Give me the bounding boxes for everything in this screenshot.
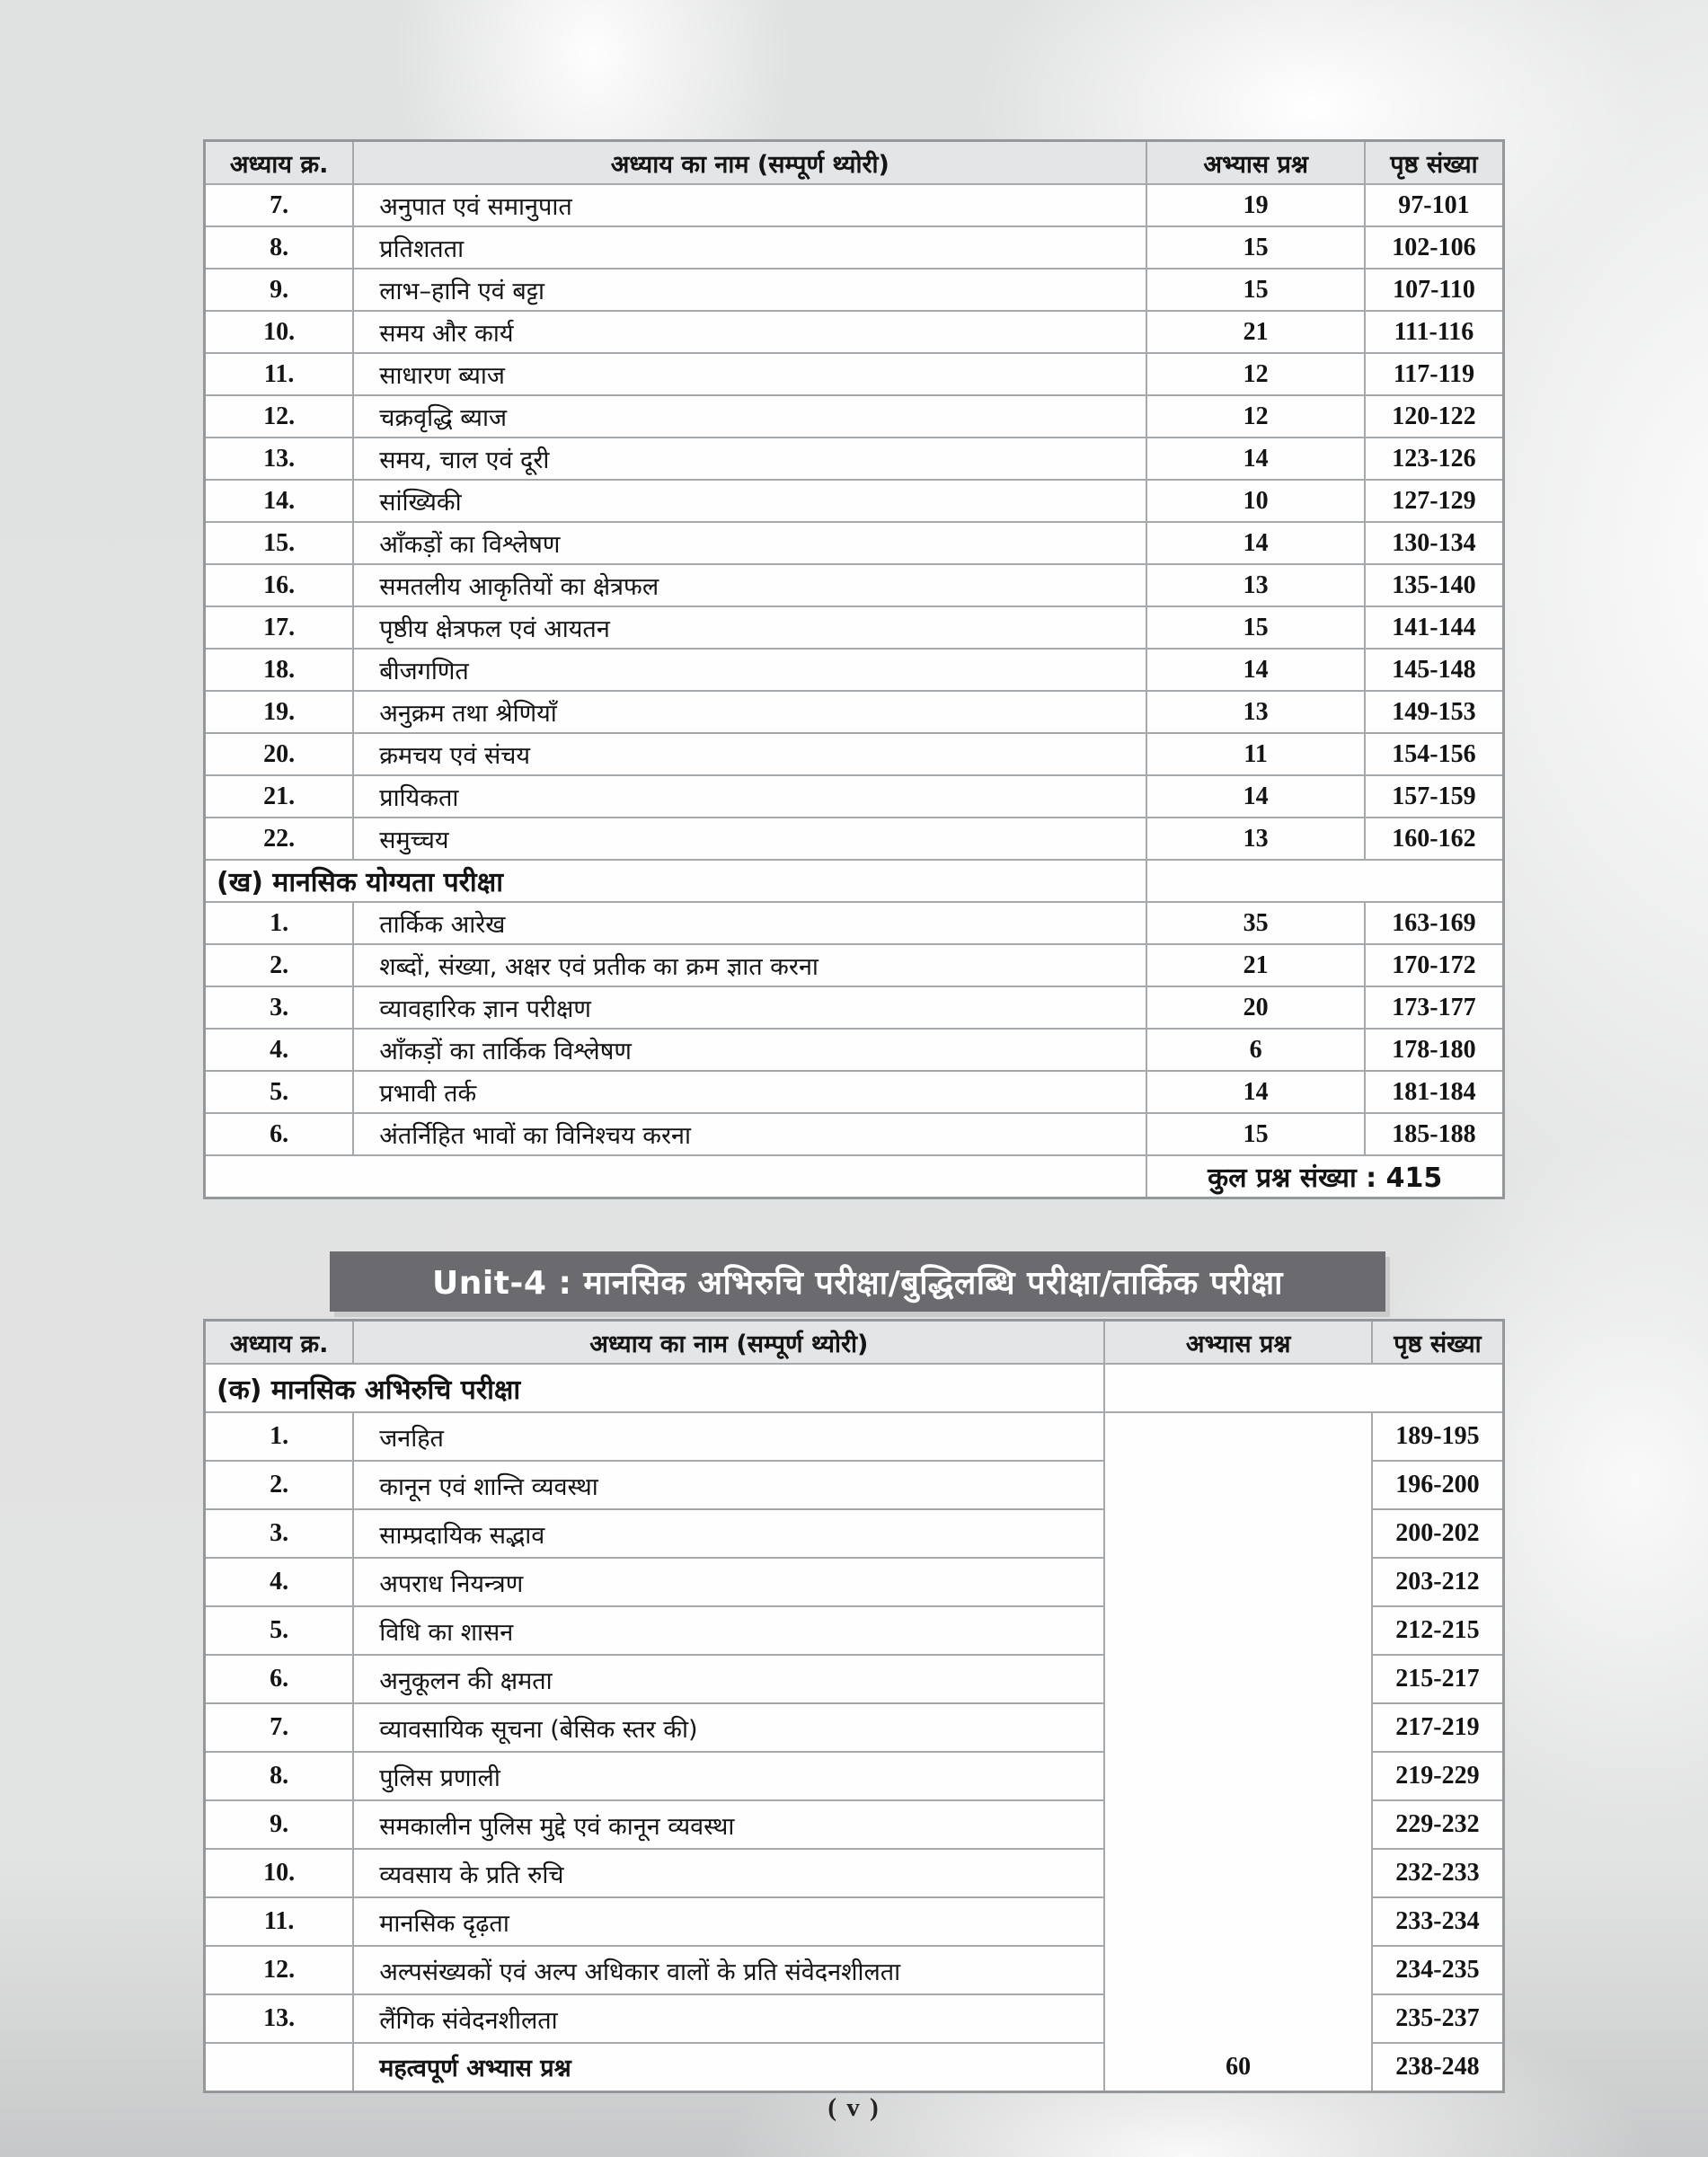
practice-questions-header: अभ्यास प्रश्न xyxy=(1104,1321,1371,1365)
practice-questions-cell: 15 xyxy=(1146,606,1364,649)
practice-questions-cell: 12 xyxy=(1146,353,1364,395)
chapter-no-cell: 6. xyxy=(205,1113,354,1155)
table-row xyxy=(205,986,1504,1029)
table-row xyxy=(205,691,1504,733)
table-row xyxy=(205,438,1504,480)
practice-questions-cell: 12 xyxy=(1146,395,1364,438)
page-numbers-cell: 232-233 xyxy=(1372,1849,1504,1897)
chapter-no-cell: 2. xyxy=(205,1461,354,1509)
page-numbers-cell: 123-126 xyxy=(1365,438,1504,480)
page-numbers-cell: 102-106 xyxy=(1365,226,1504,269)
table-row xyxy=(205,353,1504,395)
chapter-no-cell: 21. xyxy=(205,775,354,818)
chapter-name-cell: समतलीय आकृतियों का क्षेत्रफल xyxy=(353,564,1146,606)
chapter-name-cell: प्रायिकता xyxy=(353,775,1146,818)
chapter-name-cell: समुच्चय xyxy=(353,818,1146,860)
table-row xyxy=(205,564,1504,606)
chapter-no-cell: 14. xyxy=(205,480,354,522)
practice-questions-cell: 20 xyxy=(1146,986,1364,1029)
chapter-name-cell: प्रतिशतता xyxy=(353,226,1146,269)
section-header-row xyxy=(205,860,1504,902)
chapter-no-cell: 10. xyxy=(205,1849,354,1897)
chapter-name-cell: अपराध नियन्त्रण xyxy=(353,1558,1104,1606)
practice-questions-header: अभ्यास प्रश्न xyxy=(1146,141,1364,185)
chapter-name-cell: जनहित xyxy=(353,1412,1104,1461)
chapter-no-cell: 1. xyxy=(205,902,354,944)
chapter-no-cell: 11. xyxy=(205,1897,354,1946)
page-numbers-cell: 107-110 xyxy=(1365,269,1504,311)
practice-questions-cell: 15 xyxy=(1146,1113,1364,1155)
chapter-name-cell: आँकड़ों का विश्लेषण xyxy=(353,522,1146,564)
chapter-no-cell: 20. xyxy=(205,733,354,775)
section-title-cell: (ख) मानसिक योग्यता परीक्षा xyxy=(205,860,1147,902)
chapter-name-cell: अनुपात एवं समानुपात xyxy=(353,184,1146,226)
page-numbers-cell: 127-129 xyxy=(1365,480,1504,522)
page-numbers-cell: 178-180 xyxy=(1365,1029,1504,1071)
page-numbers-cell: 181-184 xyxy=(1365,1071,1504,1113)
chapter-no-cell: 4. xyxy=(205,1558,354,1606)
chapter-no-cell: 6. xyxy=(205,1655,354,1703)
chapter-name-cell: अनुकूलन की क्षमता xyxy=(353,1655,1104,1703)
chapter-name-cell: तार्किक आरेख xyxy=(353,902,1146,944)
page-numbers-cell: 212-215 xyxy=(1372,1606,1504,1655)
chapter-name-cell: व्यावहारिक ज्ञान परीक्षण xyxy=(353,986,1146,1029)
table-row xyxy=(205,184,1504,226)
practice-questions-cell: 14 xyxy=(1146,438,1364,480)
unit4-contents-table xyxy=(203,1319,1505,2093)
practice-questions-merged-cell: 60 xyxy=(1104,1412,1371,2091)
chapter-no-cell: 16. xyxy=(205,564,354,606)
page-numbers-cell: 170-172 xyxy=(1365,944,1504,986)
page-numbers-cell: 203-212 xyxy=(1372,1558,1504,1606)
table-row xyxy=(205,480,1504,522)
chapter-no-cell: 19. xyxy=(205,691,354,733)
chapter-no-cell: 7. xyxy=(205,184,354,226)
page-numbers-cell: 217-219 xyxy=(1372,1703,1504,1752)
table-row xyxy=(205,1113,1504,1155)
page-numbers-cell: 135-140 xyxy=(1365,564,1504,606)
chapter-name-cell: व्यावसायिक सूचना (बेसिक स्तर की) xyxy=(353,1703,1104,1752)
page-numbers-cell: 189-195 xyxy=(1372,1412,1504,1461)
chapter-no-cell: 2. xyxy=(205,944,354,986)
table-row xyxy=(205,606,1504,649)
practice-questions-cell: 15 xyxy=(1146,269,1364,311)
chapter-no-cell: 1. xyxy=(205,1412,354,1461)
unit4-banner-label: Unit-4 : मानसिक अभिरुचि परीक्षा/बुद्धिलब्धि परीक्षा/तार्किक परीक्षा xyxy=(432,1265,1283,1302)
practice-questions-cell: 6 xyxy=(1146,1029,1364,1071)
page-numbers-cell: 111-116 xyxy=(1365,311,1504,353)
page-numbers-cell: 97-101 xyxy=(1365,184,1504,226)
practice-questions-cell: 21 xyxy=(1146,944,1364,986)
page-numbers-cell: 196-200 xyxy=(1372,1461,1504,1509)
page-numbers-cell: 234-235 xyxy=(1372,1946,1504,1994)
chapter-name-cell: महत्वपूर्ण अभ्यास प्रश्न xyxy=(353,2043,1104,2091)
page-numbers-header: पृष्ठ संख्या xyxy=(1365,141,1504,185)
chapter-no-cell: 13. xyxy=(205,438,354,480)
chapter-name-cell: साधारण ब्याज xyxy=(353,353,1146,395)
total-blank-cell xyxy=(205,1155,1147,1198)
page-numbers-cell: 173-177 xyxy=(1365,986,1504,1029)
chapter-no-cell: 10. xyxy=(205,311,354,353)
page-numbers-cell: 233-234 xyxy=(1372,1897,1504,1946)
table-row xyxy=(205,395,1504,438)
page-numbers-cell: 200-202 xyxy=(1372,1509,1504,1558)
page-numbers-header: पृष्ठ संख्या xyxy=(1372,1321,1504,1365)
chapter-name-cell: पुलिस प्रणाली xyxy=(353,1752,1104,1800)
total-questions-cell: कुल प्रश्न संख्या : 415 xyxy=(1146,1155,1503,1198)
table-row xyxy=(205,649,1504,691)
section-blank-cell xyxy=(1146,860,1503,902)
chapter-name-cell: अनुक्रम तथा श्रेणियाँ xyxy=(353,691,1146,733)
page-numbers-cell: 238-248 xyxy=(1372,2043,1504,2091)
table-row xyxy=(205,733,1504,775)
practice-questions-cell: 35 xyxy=(1146,902,1364,944)
chapter-no-cell: 22. xyxy=(205,818,354,860)
practice-questions-cell: 13 xyxy=(1146,564,1364,606)
practice-questions-cell: 13 xyxy=(1146,818,1364,860)
table-row xyxy=(205,226,1504,269)
chapter-name-cell: कानून एवं शान्ति व्यवस्था xyxy=(353,1461,1104,1509)
practice-questions-cell: 21 xyxy=(1146,311,1364,353)
chapter-no-cell: 13. xyxy=(205,1994,354,2043)
table-row xyxy=(205,1029,1504,1071)
chapter-no-cell: 5. xyxy=(205,1606,354,1655)
page-numbers-cell: 185-188 xyxy=(1365,1113,1504,1155)
unit3-contents-table xyxy=(203,139,1505,1199)
table-row xyxy=(205,944,1504,986)
page-numbers-cell: 163-169 xyxy=(1365,902,1504,944)
chapter-name-cell: अल्पसंख्यकों एवं अल्प अधिकार वालों के प्रति संवेदनशीलता xyxy=(353,1946,1104,1994)
chapter-no-cell: 8. xyxy=(205,226,354,269)
chapter-name-header: अध्याय का नाम (सम्पूर्ण थ्योरी) xyxy=(353,141,1146,185)
page-number-footer: ( v ) xyxy=(827,2093,881,2122)
table-row xyxy=(205,1412,1504,1461)
table-row xyxy=(205,818,1504,860)
chapter-name-cell: सांख्यिकी xyxy=(353,480,1146,522)
chapter-name-cell: आँकड़ों का तार्किक विश्लेषण xyxy=(353,1029,1146,1071)
chapter-no-cell: 12. xyxy=(205,395,354,438)
chapter-no-cell: 9. xyxy=(205,1800,354,1849)
page-numbers-cell: 149-153 xyxy=(1365,691,1504,733)
practice-questions-cell: 11 xyxy=(1146,733,1364,775)
page-numbers-cell: 235-237 xyxy=(1372,1994,1504,2043)
table-row xyxy=(205,269,1504,311)
chapter-no-cell: 11. xyxy=(205,353,354,395)
page-numbers-cell: 120-122 xyxy=(1365,395,1504,438)
practice-questions-cell: 14 xyxy=(1146,775,1364,818)
practice-questions-cell: 14 xyxy=(1146,649,1364,691)
chapter-no-cell: 12. xyxy=(205,1946,354,1994)
section-title-cell: (क) मानसिक अभिरुचि परीक्षा xyxy=(205,1364,1105,1412)
chapter-no-cell: 17. xyxy=(205,606,354,649)
table-row xyxy=(205,522,1504,564)
chapter-no-cell xyxy=(205,2043,354,2091)
chapter-name-header: अध्याय का नाम (सम्पूर्ण थ्योरी) xyxy=(353,1321,1104,1365)
chapter-name-cell: क्रमचय एवं संचय xyxy=(353,733,1146,775)
table-header-row xyxy=(205,1321,1504,1365)
chapter-name-cell: लैंगिक संवेदनशीलता xyxy=(353,1994,1104,2043)
chapter-name-cell: बीजगणित xyxy=(353,649,1146,691)
unit4-banner xyxy=(330,1251,1385,1312)
chapter-name-cell: साम्प्रदायिक सद्भाव xyxy=(353,1509,1104,1558)
chapter-no-cell: 7. xyxy=(205,1703,354,1752)
chapter-name-cell: समय और कार्य xyxy=(353,311,1146,353)
page-numbers-cell: 157-159 xyxy=(1365,775,1504,818)
table-row xyxy=(205,311,1504,353)
table-header-row xyxy=(205,141,1504,185)
practice-questions-cell: 10 xyxy=(1146,480,1364,522)
chapter-name-cell: समकालीन पुलिस मुद्दे एवं कानून व्यवस्था xyxy=(353,1800,1104,1849)
table-row xyxy=(205,1071,1504,1113)
practice-questions-cell: 19 xyxy=(1146,184,1364,226)
chapter-no-cell: 3. xyxy=(205,986,354,1029)
practice-questions-cell: 14 xyxy=(1146,522,1364,564)
chapter-name-cell: व्यवसाय के प्रति रुचि xyxy=(353,1849,1104,1897)
chapter-name-cell: लाभ–हानि एवं बट्टा xyxy=(353,269,1146,311)
chapter-name-cell: प्रभावी तर्क xyxy=(353,1071,1146,1113)
table-row xyxy=(205,902,1504,944)
chapter-no-cell: 9. xyxy=(205,269,354,311)
chapter-name-cell: शब्दों, संख्या, अक्षर एवं प्रतीक का क्रम ज्ञात करना xyxy=(353,944,1146,986)
chapter-no-cell: 5. xyxy=(205,1071,354,1113)
practice-questions-cell: 15 xyxy=(1146,226,1364,269)
chapter-no-cell: 4. xyxy=(205,1029,354,1071)
chapter-name-cell: अंतर्निहित भावों का विनिश्चय करना xyxy=(353,1113,1146,1155)
page-numbers-cell: 219-229 xyxy=(1372,1752,1504,1800)
table-row xyxy=(205,775,1504,818)
section-blank-cell xyxy=(1104,1364,1503,1412)
page-numbers-cell: 154-156 xyxy=(1365,733,1504,775)
practice-questions-cell: 14 xyxy=(1146,1071,1364,1113)
chapter-no-cell: 8. xyxy=(205,1752,354,1800)
page-numbers-cell: 229-232 xyxy=(1372,1800,1504,1849)
page-numbers-cell: 145-148 xyxy=(1365,649,1504,691)
section-header-row xyxy=(205,1364,1504,1412)
chapter-no-header: अध्याय क्र. xyxy=(205,141,354,185)
chapter-name-cell: मानसिक दृढ़ता xyxy=(353,1897,1104,1946)
page-numbers-cell: 160-162 xyxy=(1365,818,1504,860)
chapter-no-header: अध्याय क्र. xyxy=(205,1321,354,1365)
chapter-name-cell: समय, चाल एवं दूरी xyxy=(353,438,1146,480)
practice-questions-cell: 13 xyxy=(1146,691,1364,733)
chapter-no-cell: 3. xyxy=(205,1509,354,1558)
chapter-name-cell: चक्रवृद्धि ब्याज xyxy=(353,395,1146,438)
page-numbers-cell: 117-119 xyxy=(1365,353,1504,395)
total-row xyxy=(205,1155,1504,1198)
page-numbers-cell: 130-134 xyxy=(1365,522,1504,564)
chapter-no-cell: 15. xyxy=(205,522,354,564)
chapter-name-cell: विधि का शासन xyxy=(353,1606,1104,1655)
chapter-name-cell: पृष्ठीय क्षेत्रफल एवं आयतन xyxy=(353,606,1146,649)
page-numbers-cell: 141-144 xyxy=(1365,606,1504,649)
page-numbers-cell: 215-217 xyxy=(1372,1655,1504,1703)
chapter-no-cell: 18. xyxy=(205,649,354,691)
